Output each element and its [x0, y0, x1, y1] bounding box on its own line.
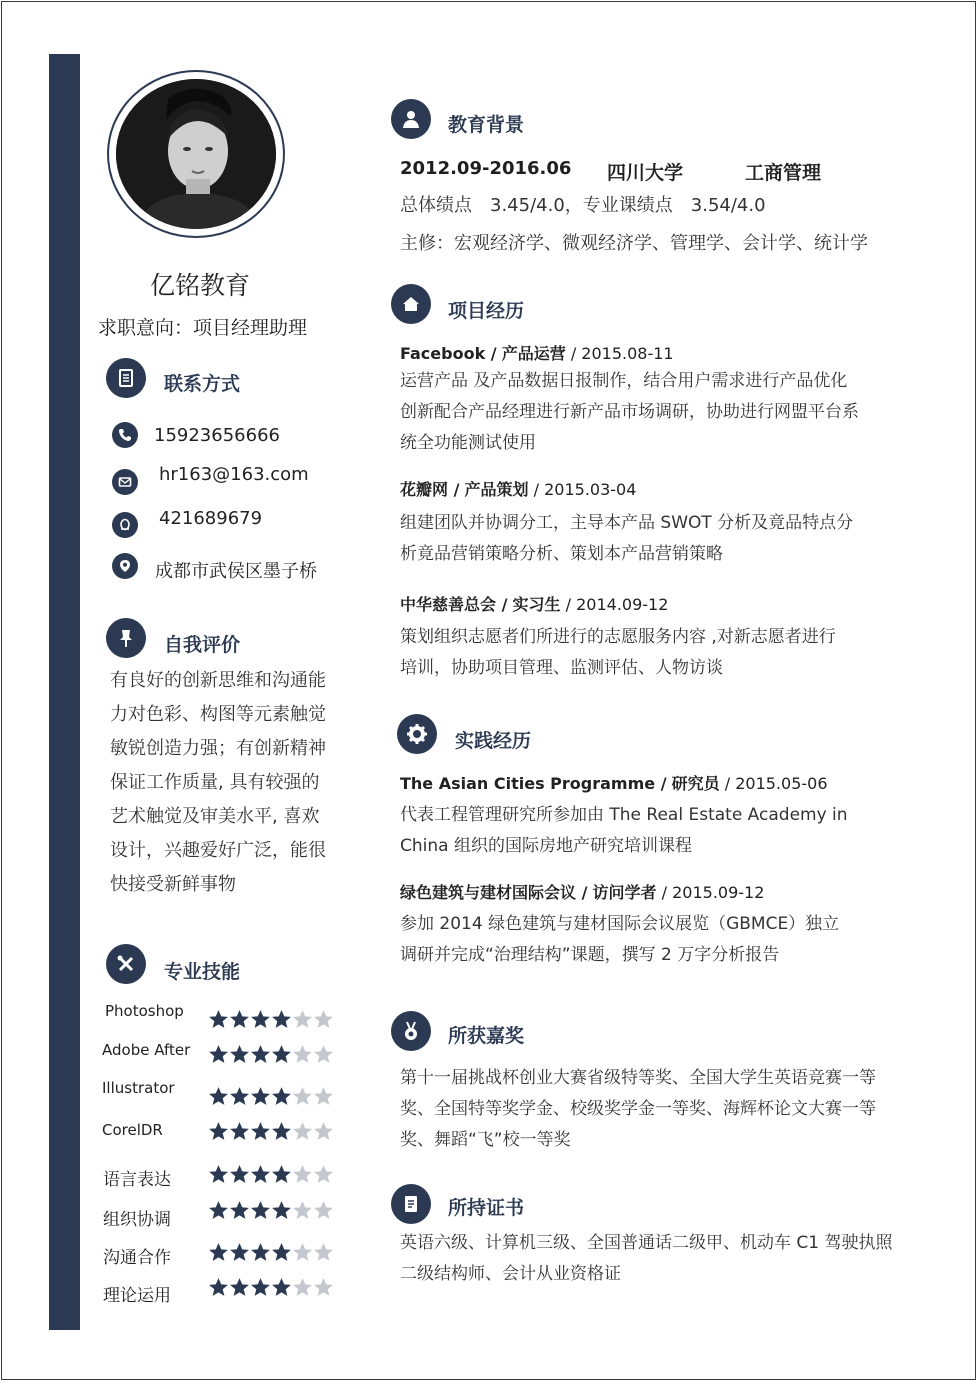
project-header: [400, 592, 668, 615]
star-empty-icon: [313, 1277, 334, 1297]
project-role: 产品策划: [464, 480, 529, 499]
star-filled-icon: [250, 1164, 271, 1184]
skill-label: 理论运用: [103, 1286, 171, 1306]
awards-title: 所获嘉奖: [448, 1025, 525, 1047]
practice-date: / 2015.05-06: [724, 774, 828, 793]
star-empty-icon: [292, 1009, 313, 1029]
skill-rating: [208, 1277, 334, 1297]
project-header: [400, 477, 636, 500]
star-empty-icon: [313, 1200, 334, 1220]
skill-label: Illustrator: [102, 1079, 175, 1097]
qq-number: 421689679: [159, 508, 263, 529]
skill-label: Photoshop: [105, 1002, 184, 1020]
practice-org: 绿色建筑与建材国际会议 /: [400, 883, 588, 902]
education-courses: 主修：宏观经济学、微观经济学、管理学、会计学、统计学: [400, 233, 868, 254]
project-line: 组建团队并协调分工，主导本产品 SWOT 分析及竟品特点分: [400, 513, 854, 533]
project-line: 创新配合产品经理进行新产品市场调研，协助进行网盟平台系: [400, 402, 859, 422]
education-gpa: 总体绩点 3.45/4.0，专业课绩点 3.54/4.0: [400, 195, 766, 216]
email-icon: [112, 469, 138, 495]
star-empty-icon: [292, 1200, 313, 1220]
location-icon: [112, 553, 138, 579]
skill-rating: [208, 1044, 334, 1064]
star-empty-icon: [292, 1044, 313, 1064]
job-objective: 求职意向：项目经理助理: [98, 317, 308, 339]
awards-line: 奖、舞蹈“飞”校一等奖: [400, 1130, 571, 1150]
star-filled-icon: [229, 1044, 250, 1064]
projects-title: 项目经历: [448, 300, 525, 322]
star-filled-icon: [250, 1121, 271, 1141]
certs-title: 所持证书: [448, 1197, 525, 1219]
star-empty-icon: [292, 1277, 313, 1297]
project-org: Facebook /: [400, 344, 497, 363]
star-empty-icon: [292, 1086, 313, 1106]
star-empty-icon: [313, 1242, 334, 1262]
self-eval-line: 快接受新鲜事物: [110, 874, 236, 895]
star-filled-icon: [229, 1242, 250, 1262]
awards-line: 奖、全国特等奖学金、校级奖学金一等奖、海辉杯论文大赛一等: [400, 1099, 876, 1119]
star-filled-icon: [271, 1242, 292, 1262]
profile-photo: [107, 70, 285, 238]
awards-text: [400, 1063, 876, 1156]
project-date: / 2015.08-11: [570, 344, 674, 363]
project-role: 产品运营: [501, 344, 566, 363]
practice-line: 参加 2014 绿色建筑与建材国际会议展览（GBMCE）独立: [400, 914, 840, 934]
star-filled-icon: [208, 1242, 229, 1262]
contact-title: 联系方式: [164, 373, 241, 395]
self-eval-line: 敏锐创造力强；有创新精神: [110, 738, 326, 759]
star-empty-icon: [292, 1242, 313, 1262]
self-eval-line: 艺术触觉及审美水平, 喜欢: [110, 806, 320, 827]
phone-number: 15923656666: [154, 425, 280, 446]
project-header: [400, 341, 674, 364]
project-date: / 2015.03-04: [533, 480, 637, 499]
certs-line: 英语六级、计算机三级、全国普通话二级甲、机动车 C1 驾驶执照: [400, 1233, 893, 1253]
practice-line: 调研并完成“治理结构”课题，撰写 2 万字分析报告: [400, 945, 780, 965]
star-filled-icon: [208, 1200, 229, 1220]
skill-rating: [208, 1086, 334, 1106]
practice-line: China 组织的国际房地产研究培训课程: [400, 836, 692, 856]
education-period: 2012.09-2016.06: [400, 158, 572, 179]
side-accent-bar: [49, 54, 80, 1330]
qq-icon: [112, 512, 138, 538]
certs-line: 二级结构师、会计从业资格证: [400, 1264, 621, 1284]
portrait-image: [116, 79, 276, 229]
practice-description: [400, 800, 848, 862]
pin-icon: [106, 618, 146, 658]
home-address: 成都市武侯区墨子桥: [155, 561, 317, 582]
project-org: 中华慈善总会 /: [400, 595, 508, 614]
star-filled-icon: [208, 1086, 229, 1106]
practice-org: The Asian Cities Programme /: [400, 774, 667, 793]
skill-rating: [208, 1200, 334, 1220]
self-eval-line: 有良好的创新思维和沟通能: [110, 670, 326, 691]
star-filled-icon: [208, 1009, 229, 1029]
star-empty-icon: [313, 1121, 334, 1141]
star-filled-icon: [250, 1086, 271, 1106]
star-filled-icon: [229, 1009, 250, 1029]
project-line: 运营产品 及产品数据日报制作，结合用户需求进行产品优化: [400, 371, 848, 391]
skill-label: 组织协调: [103, 1210, 171, 1230]
email-address: hr163@163.com: [159, 464, 309, 485]
star-empty-icon: [313, 1044, 334, 1064]
skills-title: 专业技能: [164, 961, 241, 983]
star-filled-icon: [208, 1277, 229, 1297]
document-icon: [106, 358, 146, 398]
star-filled-icon: [271, 1200, 292, 1220]
skill-label: 语言表达: [103, 1170, 171, 1190]
project-description: [400, 508, 853, 570]
practice-header: [400, 880, 764, 903]
project-date: / 2014.09-12: [565, 595, 669, 614]
star-filled-icon: [229, 1277, 250, 1297]
medal-icon: [391, 1011, 431, 1051]
project-description: [400, 366, 859, 459]
gear-icon: [397, 714, 437, 754]
practice-line: 代表工程管理研究所参加由 The Real Estate Academy in: [400, 805, 848, 825]
skill-rating: [208, 1121, 334, 1141]
skill-rating: [208, 1164, 334, 1184]
project-line: 统全功能测试使用: [400, 433, 536, 453]
star-empty-icon: [292, 1164, 313, 1184]
star-filled-icon: [208, 1164, 229, 1184]
tools-icon: [106, 944, 146, 984]
skill-label: 沟通合作: [103, 1248, 171, 1268]
practice-header: [400, 771, 828, 794]
project-line: 析竟品营销策略分析、策划本产品营销策略: [400, 544, 723, 564]
star-filled-icon: [271, 1086, 292, 1106]
practice-title: 实践经历: [455, 730, 532, 752]
star-filled-icon: [250, 1044, 271, 1064]
practice-role: 访问学者: [592, 883, 657, 902]
self-eval-line: 设计，兴趣爱好广泛，能很: [110, 840, 326, 861]
practice-role: 研究员: [671, 774, 720, 793]
self-eval-line: 力对色彩、构图等元素触觉: [110, 704, 326, 725]
star-empty-icon: [313, 1164, 334, 1184]
star-filled-icon: [229, 1086, 250, 1106]
star-filled-icon: [271, 1277, 292, 1297]
skill-label: CorelDR: [102, 1121, 163, 1139]
phone-icon: [112, 422, 138, 448]
project-line: 策划组织志愿者们所进行的志愿服务内容 ,对新志愿者进行: [400, 627, 836, 647]
star-filled-icon: [229, 1121, 250, 1141]
star-filled-icon: [271, 1044, 292, 1064]
star-filled-icon: [229, 1200, 250, 1220]
self-eval-line: 保证工作质量, 具有较强的: [110, 772, 320, 793]
certs-text: [400, 1228, 893, 1290]
star-filled-icon: [250, 1242, 271, 1262]
practice-date: / 2015.09-12: [661, 883, 765, 902]
star-filled-icon: [250, 1277, 271, 1297]
star-filled-icon: [229, 1164, 250, 1184]
star-filled-icon: [250, 1009, 271, 1029]
awards-line: 第十一届挑战杯创业大赛省级特等奖、全国大学生英语竞赛一等: [400, 1068, 876, 1088]
star-filled-icon: [271, 1164, 292, 1184]
certificate-icon: [391, 1184, 431, 1224]
star-filled-icon: [250, 1200, 271, 1220]
star-filled-icon: [271, 1009, 292, 1029]
skill-rating: [208, 1009, 334, 1029]
project-org: 花瓣网 /: [400, 480, 460, 499]
project-role: 实习生: [512, 595, 561, 614]
star-empty-icon: [313, 1086, 334, 1106]
skill-rating: [208, 1242, 334, 1262]
practice-description: [400, 909, 839, 971]
self-eval-title: 自我评价: [164, 634, 241, 656]
project-description: [400, 622, 836, 684]
user-icon: [391, 99, 431, 139]
self-eval-text: [110, 664, 370, 902]
education-major: 工商管理: [745, 162, 822, 184]
project-line: 培训，协助项目管理、监测评估、人物访谈: [400, 658, 723, 678]
education-school: 四川大学: [607, 162, 684, 184]
skill-label: Adobe After: [102, 1041, 191, 1059]
person-name: 亿铭教育: [150, 271, 251, 300]
star-filled-icon: [208, 1044, 229, 1064]
education-title: 教育背景: [448, 114, 525, 136]
star-empty-icon: [313, 1009, 334, 1029]
star-filled-icon: [208, 1121, 229, 1141]
star-empty-icon: [292, 1121, 313, 1141]
home-icon: [391, 284, 431, 324]
star-filled-icon: [271, 1121, 292, 1141]
